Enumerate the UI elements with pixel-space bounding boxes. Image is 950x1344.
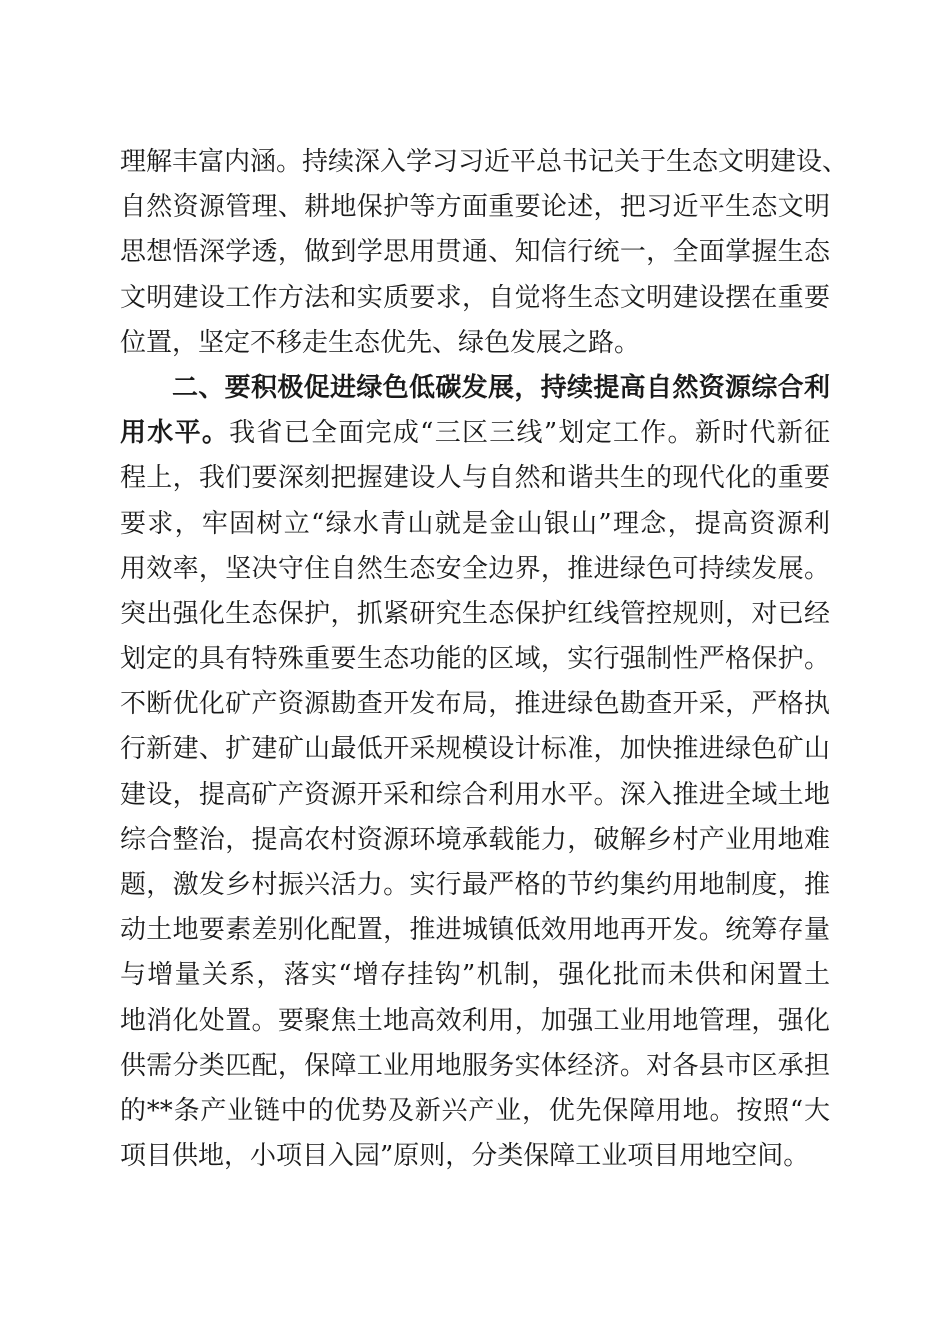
text-line: 题，激发乡村振兴活力。实行最严格的节约集约用地制度，推 [120,870,830,900]
document-page [120,140,849,1179]
text-line [120,411,830,456]
section-heading: 二、要积极促进绿色低碳发展，持续提高自然资源综合利 [172,372,830,403]
text-line: 要求，牢固树立“绿水青山就是金山银山”理念，提高资源利 [120,508,830,539]
text-line: 划定的具有特殊重要生态功能的区域，实行强制性严格保护。 [120,644,830,675]
text-line: 项目供地，小项目入园”原则，分类保障工业项目用地空间。 [120,1141,810,1172]
text-line: 思想悟深学透，做到学思用贯通、知信行统一，全面掌握生态 [120,237,830,268]
text-line: 自然资源管理、耕地保护等方面重要论述，把习近平生态文明 [120,192,830,223]
text-line: 地消化处置。要聚焦土地高效利用，加强工业用地管理，强化 [120,1005,830,1036]
text-line: 理解丰富内涵。持续深入学习习近平总书记关于生态文明建设、 [120,147,849,177]
text-line: 文明建设工作方法和实质要求，自觉将生态文明建设摆在重要 [120,282,830,313]
section-heading-end: 用水平。 [120,418,230,449]
text-line: 行新建、扩建矿山最低开采规模设计标准，加快推进绿色矿山 [120,734,830,765]
text-line: 位置，坚定不移走生态优先、绿色发展之路。 [120,327,641,358]
text-line: 用效率，坚决守住自然生态安全边界，推进绿色可持续发展。 [120,553,830,584]
text-line: 与增量关系，落实“增存挂钩”机制，强化批而未供和闲置土 [120,960,830,991]
text-span: 我省已全面完成“三区三线”划定工作。新时代新征 [229,418,830,449]
text-line: 供需分类匹配，保障工业用地服务实体经济。对各县市区承担 [120,1050,830,1081]
text-line: 动土地要素差别化配置，推进城镇低效用地再开发。统筹存量 [120,915,830,946]
paragraph-2 [120,366,830,1179]
paragraph-1 [120,140,849,366]
text-line: 不断优化矿产资源勘查开发布局，推进绿色勘查开采，严格执 [120,689,830,720]
text-line: 突出强化生态保护，抓紧研究生态保护红线管控规则，对已经 [120,598,830,629]
text-line: 建设，提高矿产资源开采和综合利用水平。深入推进全域土地 [120,779,830,810]
text-line: 的**条产业链中的优势及新兴产业，优先保障用地。按照“大 [120,1095,830,1126]
text-line: 综合整治，提高农村资源环境承载能力，破解乡村产业用地难 [120,824,830,855]
text-line: 程上，我们要深刻把握建设人与自然和谐共生的现代化的重要 [120,463,830,494]
